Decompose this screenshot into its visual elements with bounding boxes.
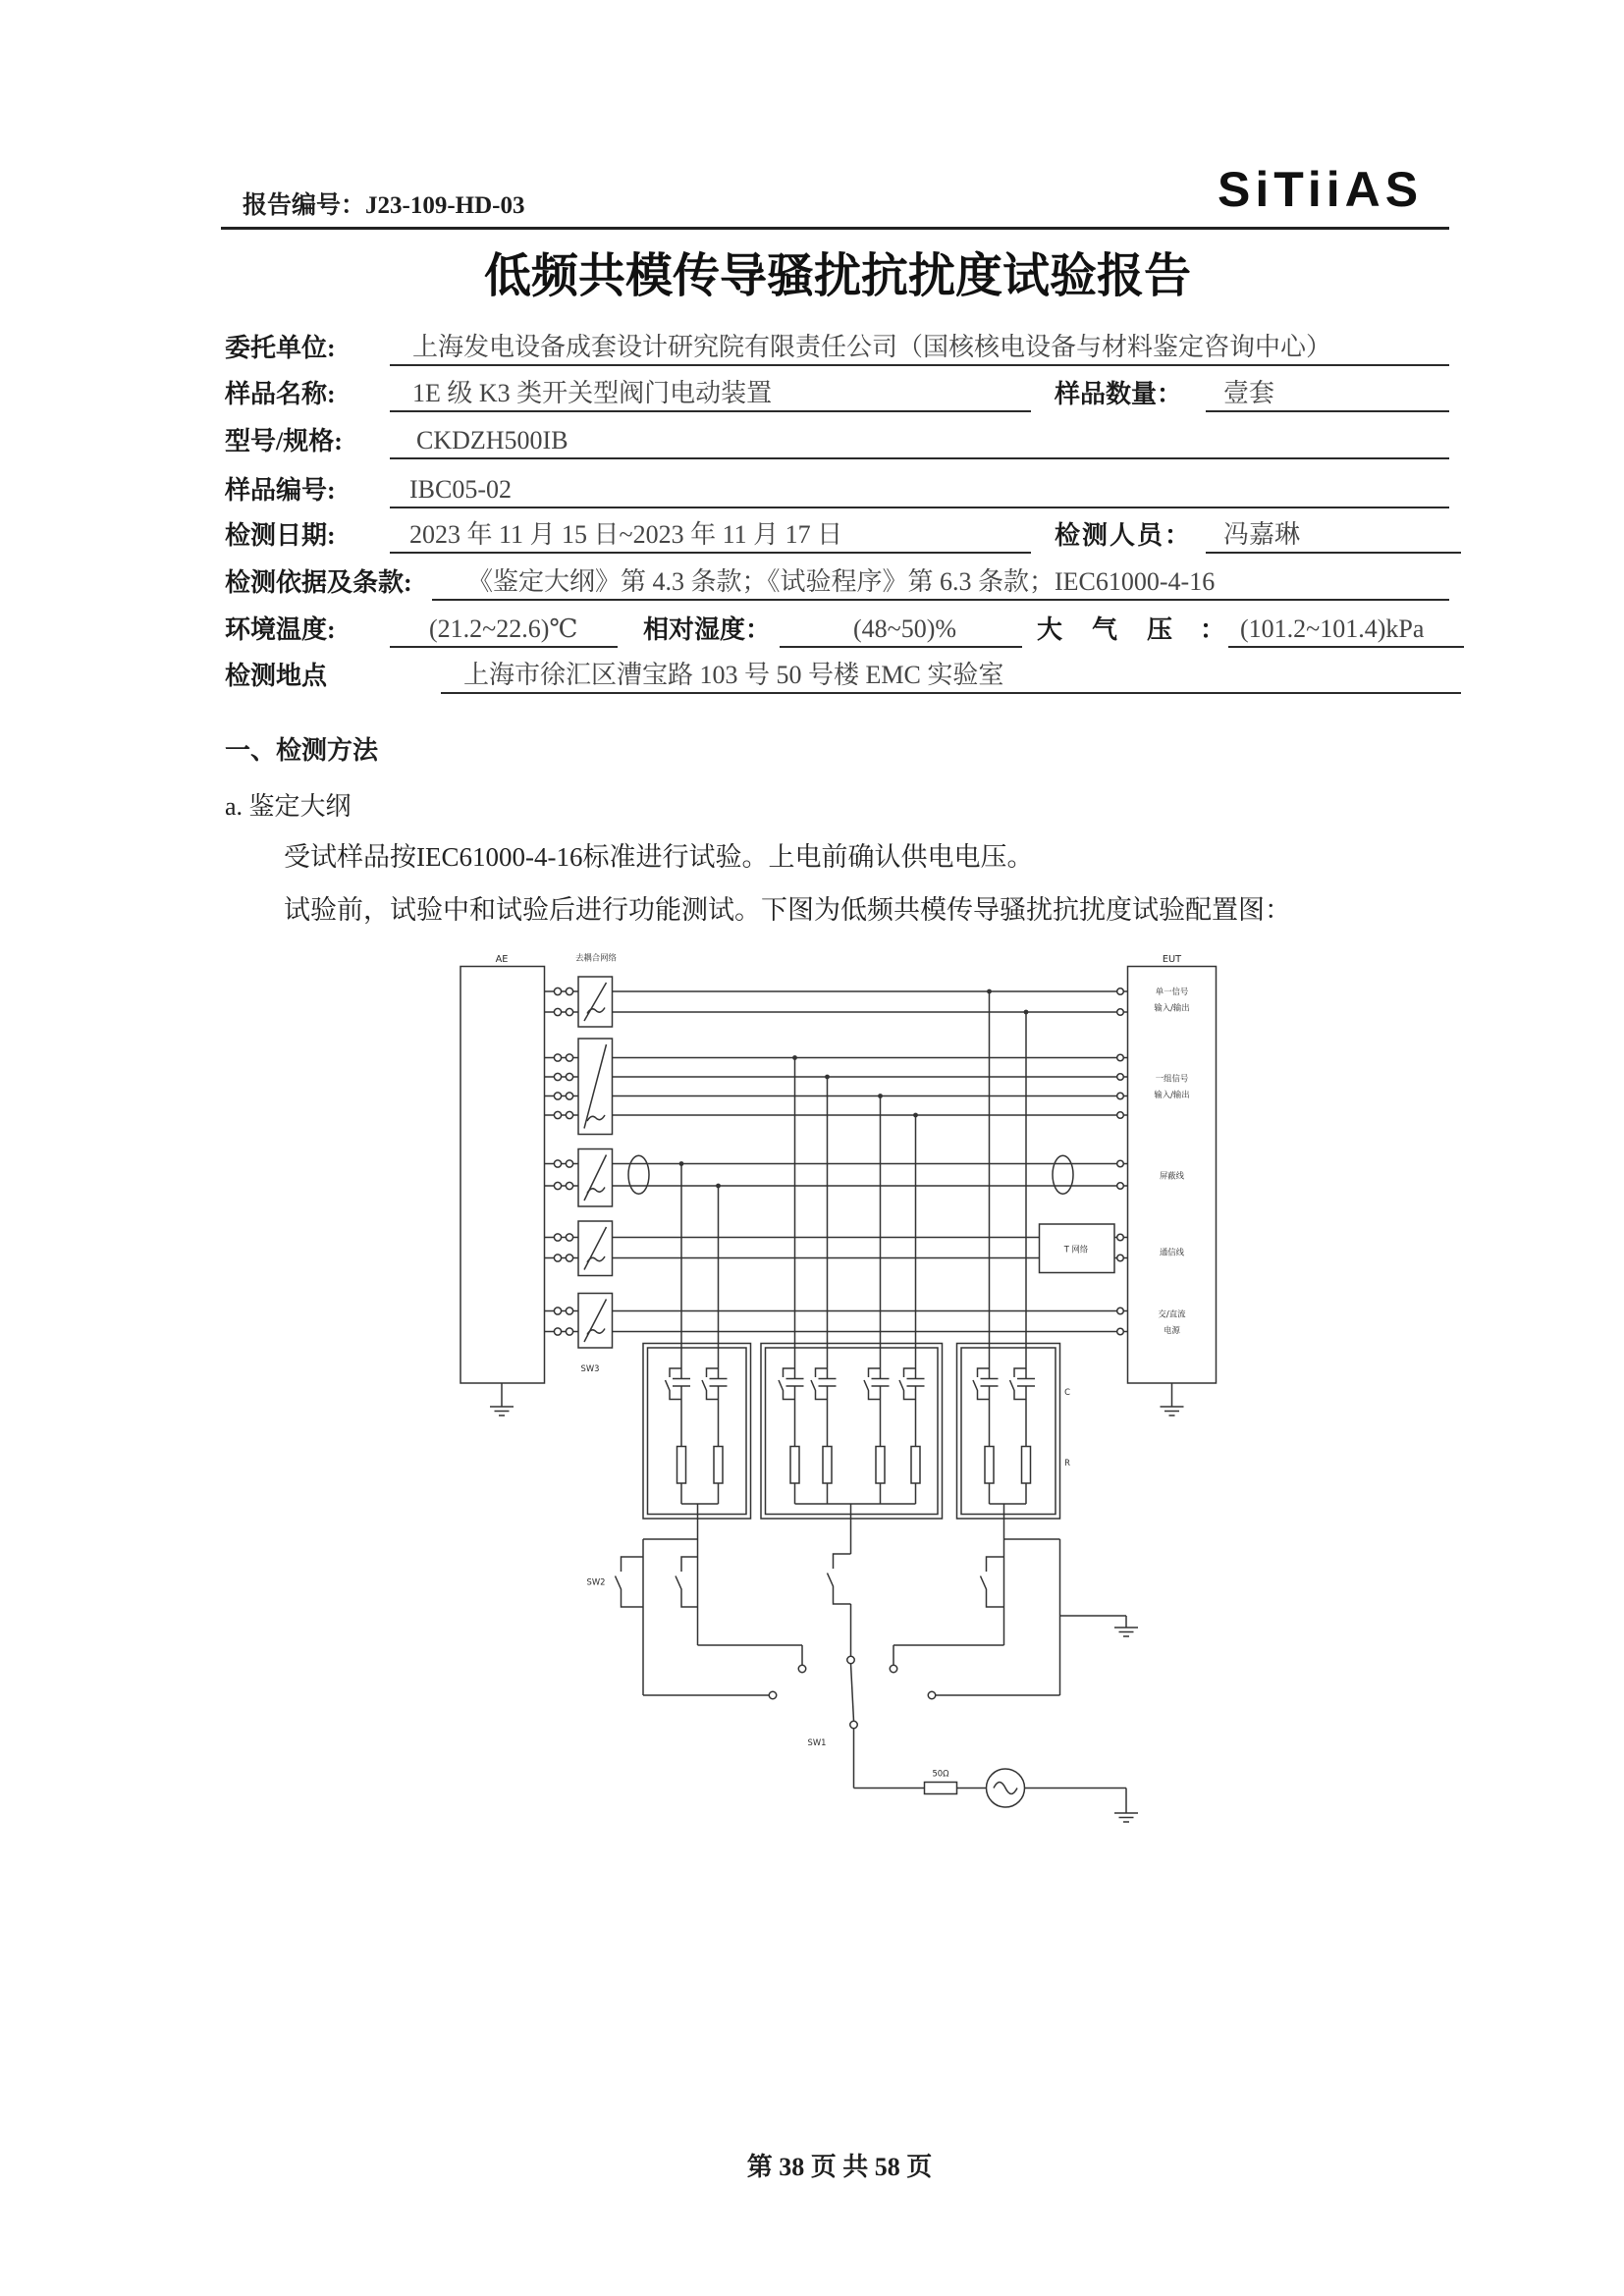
ae-terminal bbox=[554, 1255, 561, 1261]
eut-terminal bbox=[1117, 1255, 1124, 1261]
ae-terminal bbox=[554, 1160, 561, 1167]
ae-ground-symbol bbox=[490, 1407, 514, 1415]
coupling-network-inner-box bbox=[961, 1348, 1056, 1515]
eut-terminal bbox=[1117, 1328, 1124, 1335]
resistor-label: R bbox=[1064, 1458, 1070, 1468]
eut-terminal bbox=[1117, 1093, 1124, 1099]
page-number: 第 38 页 共 58 页 bbox=[746, 2153, 933, 2181]
resistor-50-ohm bbox=[925, 1783, 957, 1794]
model-value: CKDZH500IB bbox=[390, 424, 1449, 459]
ae-label: AE bbox=[495, 954, 509, 965]
resistor bbox=[1022, 1447, 1031, 1484]
eut-terminal bbox=[1117, 988, 1124, 995]
cable-shield-right bbox=[1053, 1155, 1073, 1194]
selector-switch bbox=[828, 1554, 851, 1604]
bypass-switch bbox=[973, 1368, 990, 1400]
sw1-terminal bbox=[798, 1665, 806, 1673]
sample-no-value: IBC05-02 bbox=[390, 473, 1449, 508]
sw2-switch bbox=[616, 1557, 644, 1607]
decoupling-network-label: 去耦合网络 bbox=[575, 952, 617, 963]
ae-terminal bbox=[554, 1008, 561, 1015]
eut-terminal bbox=[1117, 1308, 1124, 1314]
resistor bbox=[677, 1447, 686, 1484]
bypass-switch bbox=[1010, 1368, 1027, 1400]
ae-terminal bbox=[554, 1054, 561, 1061]
junction-dot bbox=[878, 1094, 883, 1098]
junction-dot bbox=[825, 1075, 830, 1080]
temperature-label: 环境温度: bbox=[225, 615, 336, 644]
sw2-switch bbox=[676, 1557, 698, 1607]
junction-dot bbox=[987, 989, 992, 994]
sw2-label: SW2 bbox=[586, 1576, 606, 1587]
t-network-label: T 网络 bbox=[1063, 1244, 1089, 1255]
eut-label: EUT bbox=[1162, 954, 1182, 965]
page-title: 低频共模传导骚扰抗扰度试验报告 bbox=[483, 250, 1191, 302]
bypass-switch bbox=[702, 1368, 719, 1400]
junction-dot bbox=[913, 1113, 918, 1118]
coupling-network-box bbox=[957, 1344, 1060, 1520]
eut-communication-line-label: 通信线 bbox=[1159, 1247, 1185, 1257]
test-setup-diagram bbox=[449, 944, 1229, 1840]
tester-label: 检测人员： bbox=[1055, 521, 1193, 550]
eut-power-label: 电源 bbox=[1164, 1325, 1180, 1335]
sw1-terminal bbox=[890, 1665, 897, 1673]
header-rule bbox=[221, 227, 1449, 230]
ae-terminal bbox=[566, 1054, 572, 1061]
sw1-blade bbox=[851, 1664, 854, 1722]
eut-terminal bbox=[1117, 1054, 1124, 1061]
ae-terminal bbox=[566, 1182, 572, 1189]
ae-terminal bbox=[554, 1182, 561, 1189]
eut-terminal bbox=[1117, 1074, 1124, 1081]
ae-terminal bbox=[554, 1073, 561, 1080]
ae-terminal bbox=[554, 1234, 561, 1241]
resistor bbox=[714, 1447, 723, 1484]
resistor bbox=[876, 1447, 885, 1484]
basis-value: 《鉴定大纲》第 4.3 条款；《试验程序》第 6.3 条款；IEC61000-4-16 bbox=[432, 565, 1449, 601]
eut-single-signal-label: 单一信号 bbox=[1155, 987, 1189, 997]
ae-terminal bbox=[554, 1308, 561, 1314]
ae-box bbox=[460, 967, 545, 1384]
junction-dot bbox=[1024, 1010, 1029, 1015]
ae-terminal bbox=[566, 1008, 572, 1015]
paragraph: 试验前，试验中和试验后进行功能测试。下图为低频共模传导骚扰抗扰度试验配置图： bbox=[284, 895, 1291, 925]
eut-group-signal-label: 一组信号 bbox=[1155, 1073, 1189, 1084]
eut-shielded-line-label: 屏蔽线 bbox=[1159, 1170, 1185, 1181]
sample-qty-label: 样品数量： bbox=[1055, 380, 1183, 408]
sample-name-label: 样品名称: bbox=[225, 380, 336, 408]
coupling-network-inner-box bbox=[766, 1348, 939, 1515]
eut-power-label: 交/直流 bbox=[1158, 1308, 1186, 1319]
sw1-terminal bbox=[847, 1656, 855, 1664]
bypass-switch bbox=[666, 1368, 682, 1400]
junction-dot bbox=[679, 1161, 684, 1166]
location-value: 上海市徐汇区漕宝路 103 号 50 号楼 EMC 实验室 bbox=[441, 659, 1461, 694]
sample-no-label: 样品编号: bbox=[225, 476, 336, 505]
bypass-switch bbox=[864, 1368, 881, 1400]
resistor bbox=[790, 1447, 799, 1484]
resistor bbox=[985, 1447, 994, 1484]
test-date-label: 检测日期: bbox=[225, 521, 336, 550]
pressure-label: 大 气 压 bbox=[1037, 615, 1175, 644]
sample-qty-value: 壹套 bbox=[1206, 377, 1449, 412]
sample-name-value: 1E 级 K3 类开关型阀门电动装置 bbox=[390, 377, 1031, 412]
ae-terminal bbox=[566, 1255, 572, 1261]
temperature-value: (21.2~22.6)℃ bbox=[390, 613, 618, 648]
ae-terminal bbox=[554, 1093, 561, 1099]
paragraph: 受试样品按IEC61000-4-16标准进行试验。上电前确认供电电压。 bbox=[284, 842, 1034, 872]
cable-shield-left bbox=[628, 1155, 649, 1194]
ae-terminal bbox=[554, 1111, 561, 1118]
ae-terminal bbox=[554, 988, 561, 994]
ae-terminal bbox=[566, 1234, 572, 1241]
eut-terminal bbox=[1117, 1183, 1124, 1190]
sw3-label: SW3 bbox=[580, 1363, 600, 1373]
test-date-value: 2023 年 11 月 15 日~2023 年 11 月 17 日 bbox=[390, 518, 1031, 554]
ae-terminal bbox=[566, 1111, 572, 1118]
humidity-label: 相对湿度： bbox=[643, 615, 772, 644]
resistor-value-label: 50Ω bbox=[932, 1768, 949, 1779]
diagram-shapes bbox=[460, 967, 1217, 1823]
selector-switch bbox=[981, 1557, 1004, 1607]
humidity-value: (48~50)% bbox=[780, 613, 1022, 648]
report-number: 报告编号：J23-109-HD-03 bbox=[243, 192, 525, 219]
ae-terminal bbox=[566, 1308, 572, 1314]
eut-terminal bbox=[1117, 1009, 1124, 1016]
tester-value: 冯嘉琳 bbox=[1206, 518, 1461, 554]
section-heading: 一、检测方法 bbox=[225, 736, 379, 765]
sw1-terminal bbox=[769, 1691, 777, 1699]
bypass-switch bbox=[811, 1368, 828, 1400]
ae-terminal bbox=[566, 1073, 572, 1080]
bypass-switch bbox=[779, 1368, 795, 1400]
eut-terminal bbox=[1117, 1234, 1124, 1241]
eut-single-signal-label: 输入/输出 bbox=[1154, 1002, 1190, 1013]
generator-ground-symbol bbox=[1114, 1813, 1138, 1822]
pressure-colon: ： bbox=[1200, 615, 1226, 644]
coupling-ground-symbol bbox=[1114, 1628, 1138, 1636]
capacitor-label: C bbox=[1064, 1387, 1070, 1397]
client-label: 委托单位: bbox=[225, 334, 336, 362]
resistor bbox=[823, 1447, 832, 1484]
eut-group-signal-label: 输入/输出 bbox=[1154, 1090, 1190, 1099]
client-value: 上海发电设备成套设计研究院有限责任公司（国核核电设备与材料鉴定咨询中心） bbox=[390, 331, 1449, 366]
eut-terminal bbox=[1117, 1112, 1124, 1119]
ae-terminal bbox=[554, 1328, 561, 1335]
ae-terminal bbox=[566, 1328, 572, 1335]
pressure-value: (101.2~101.4)kPa bbox=[1228, 613, 1464, 648]
location-label: 检测地点 bbox=[225, 662, 328, 690]
ae-terminal bbox=[566, 1160, 572, 1167]
model-label: 型号/规格: bbox=[225, 427, 343, 455]
ae-terminal bbox=[566, 988, 572, 994]
eut-terminal bbox=[1117, 1160, 1124, 1167]
resistor bbox=[911, 1447, 920, 1484]
sw1-terminal bbox=[928, 1691, 936, 1699]
coupling-network-box bbox=[643, 1344, 751, 1520]
coupling-network-inner-box bbox=[648, 1348, 747, 1515]
junction-dot bbox=[716, 1184, 721, 1189]
sw1-label: SW1 bbox=[807, 1737, 827, 1747]
junction-dot bbox=[792, 1055, 797, 1060]
sw1-pivot bbox=[850, 1721, 858, 1729]
ae-terminal bbox=[566, 1093, 572, 1099]
section-subheading: a. 鉴定大纲 bbox=[225, 792, 352, 821]
eut-ground-symbol bbox=[1161, 1407, 1184, 1415]
bypass-switch bbox=[899, 1368, 916, 1400]
company-logo: SiTiiAS bbox=[1218, 162, 1424, 217]
basis-label: 检测依据及条款: bbox=[225, 568, 412, 597]
